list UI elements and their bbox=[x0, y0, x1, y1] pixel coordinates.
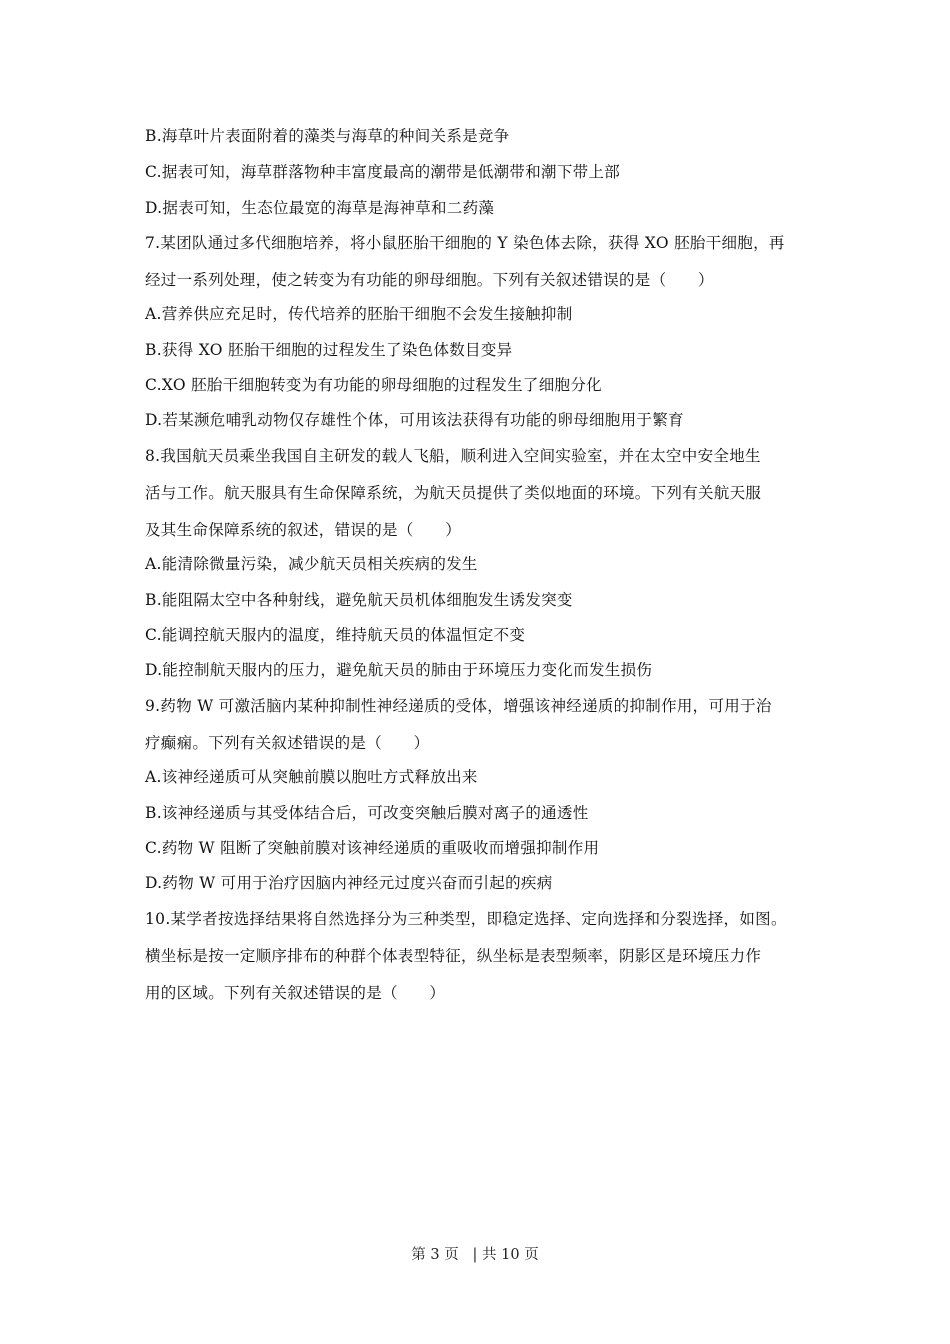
q9-option-d: D.药物 W 可用于治疗因脑内神经元过度兴奋而引起的疾病 bbox=[145, 874, 553, 892]
q9-stem-line-2: 疗癫痫。下列有关叙述错误的是（ ） bbox=[145, 734, 430, 752]
q8-stem-line-3: 及其生命保障系统的叙述，错误的是（ ） bbox=[145, 521, 462, 539]
q6-option-b: B.海草叶片表面附着的藻类与海草的种间关系是竞争 bbox=[145, 127, 510, 145]
q10-stem-line-3: 用的区域。下列有关叙述错误的是（ ） bbox=[145, 984, 446, 1002]
footer-separator: | bbox=[472, 1247, 478, 1263]
q7-option-a: A.营养供应充足时，传代培养的胚胎干细胞不会发生接触抑制 bbox=[145, 305, 573, 323]
q10-stem-line-1: 10.某学者按选择结果将自然选择分为三种类型，即稳定选择、定向选择和分裂选择，如图。 bbox=[145, 910, 787, 928]
q9-option-c: C.药物 W 阻断了突触前膜对该神经递质的重吸收而增强抑制作用 bbox=[145, 839, 600, 857]
q7-stem-line-1: 7.某团队通过多代细胞培养，将小鼠胚胎干细胞的 Y 染色体去除，获得 XO 胚胎干细胞，再 bbox=[145, 234, 785, 252]
q7-option-b: B.获得 XO 胚胎干细胞的过程发生了染色体数目变异 bbox=[145, 341, 513, 359]
q7-option-d: D.若某濒危哺乳动物仅存雄性个体，可用该法获得有功能的卵母细胞用于繁育 bbox=[145, 411, 684, 429]
q8-option-a: A.能清除微量污染，减少航天员相关疾病的发生 bbox=[145, 555, 478, 573]
q8-stem-line-2: 活与工作。航天服具有生命保障系统，为航天员提供了类似地面的环境。下列有关航天服 bbox=[145, 484, 762, 502]
q7-option-c: C.XO 胚胎干细胞转变为有功能的卵母细胞的过程发生了细胞分化 bbox=[145, 376, 602, 394]
page-number: 第 3 页 bbox=[411, 1247, 459, 1263]
q7-stem-line-2: 经过一系列处理，使之转变为有功能的卵母细胞。下列有关叙述错误的是（ ） bbox=[145, 271, 714, 289]
q6-option-c: C.据表可知，海草群落物种丰富度最高的潮带是低潮带和潮下带上部 bbox=[145, 163, 621, 181]
q6-option-d: D.据表可知，生态位最宽的海草是海神草和二药藻 bbox=[145, 199, 495, 217]
q8-option-b: B.能阻隔太空中各种射线，避免航天员机体细胞发生诱发突变 bbox=[145, 591, 573, 609]
q8-stem-line-1: 8.我国航天员乘坐我国自主研发的载人飞船，顺利进入空间实验室，并在太空中安全地生 bbox=[145, 447, 761, 465]
q9-option-b: B.该神经递质与其受体结合后，可改变突触后膜对离子的通透性 bbox=[145, 804, 589, 822]
q9-stem-line-1: 9.药物 W 可激活脑内某种抑制性神经递质的受体，增强该神经递质的抑制作用，可用于治 bbox=[145, 697, 772, 715]
q8-option-d: D.能控制航天服内的压力，避免航天员的肺由于环境压力变化而发生损伤 bbox=[145, 661, 653, 679]
page-footer bbox=[0, 1245, 950, 1265]
q10-stem-line-2: 横坐标是按一定顺序排布的种群个体表型特征，纵坐标是表型频率，阴影区是环境压力作 bbox=[145, 947, 762, 965]
page-total: 共 10 页 bbox=[482, 1247, 539, 1263]
q8-option-c: C.能调控航天服内的温度，维持航天员的体温恒定不变 bbox=[145, 626, 526, 644]
q9-option-a: A.该神经递质可从突触前膜以胞吐方式释放出来 bbox=[145, 768, 478, 786]
